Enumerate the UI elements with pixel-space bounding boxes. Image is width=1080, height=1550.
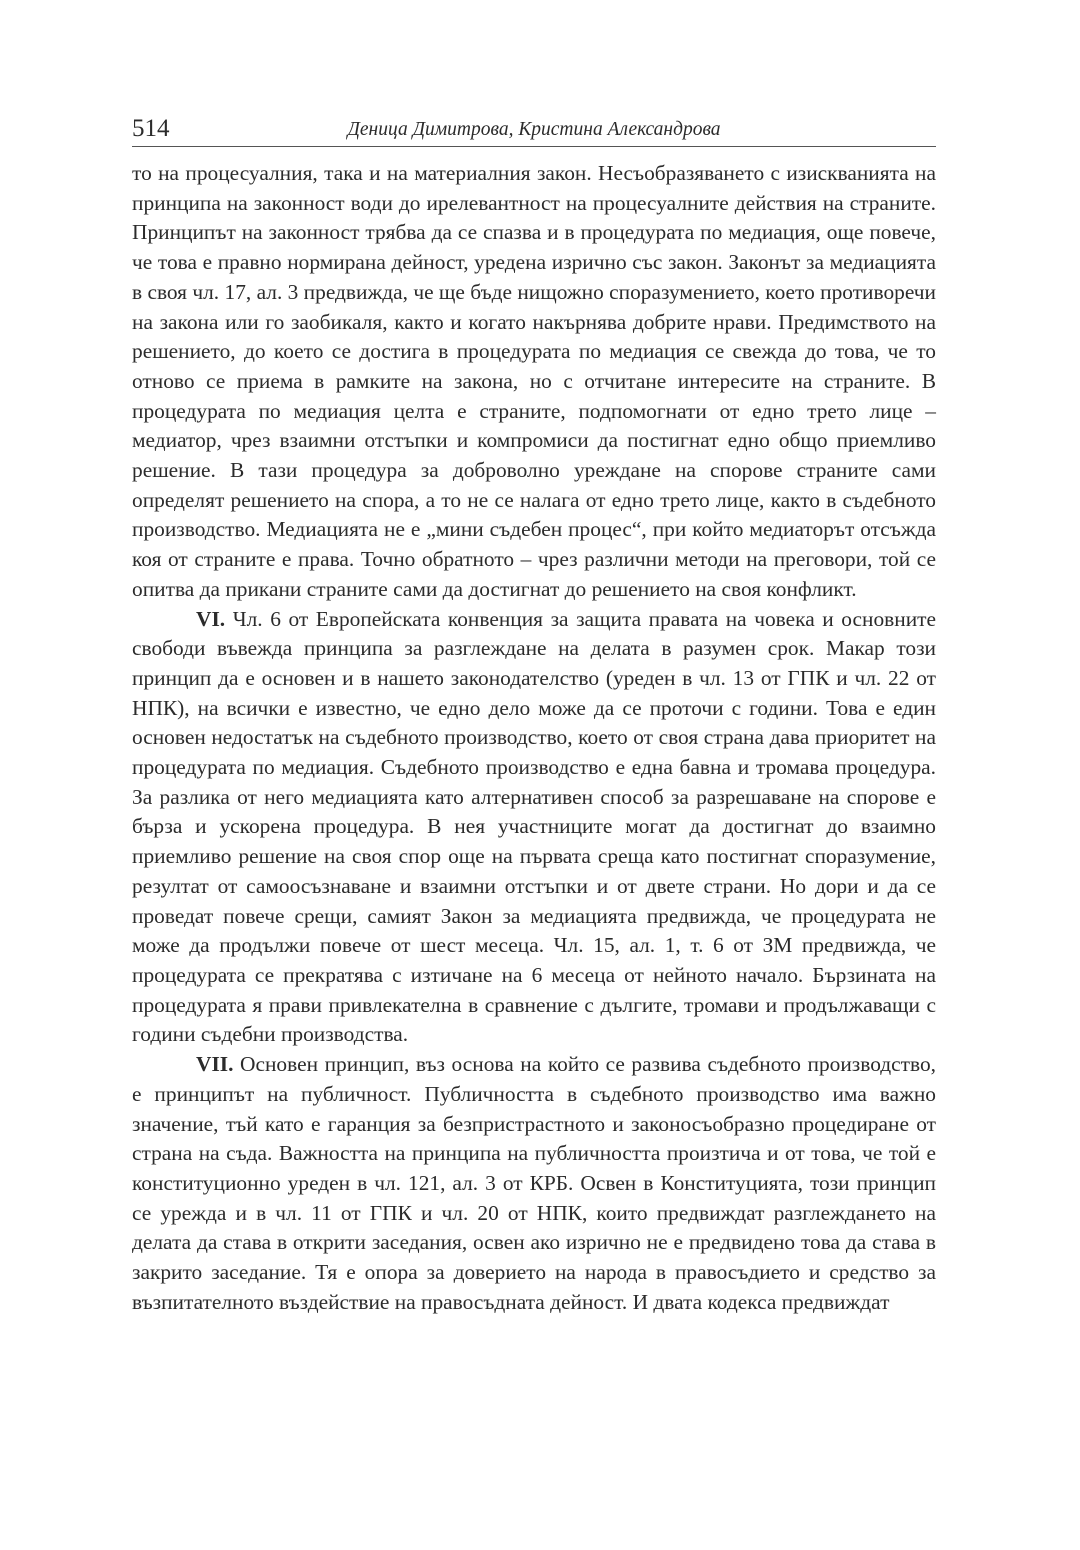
document-page bbox=[132, 112, 936, 1317]
paragraph bbox=[132, 159, 936, 605]
section-marker: VII. bbox=[196, 1052, 234, 1077]
section-marker: VI. bbox=[196, 606, 226, 631]
body-text bbox=[132, 159, 936, 1317]
paragraph-section-vi bbox=[132, 605, 936, 1051]
page-number: 514 bbox=[132, 115, 170, 142]
running-header bbox=[132, 112, 936, 147]
paragraph-text: Основен принцип, въз основа на който се развива съдебното производство, е принципът на публичност. Публичността в съдебното производство има важно значение, тъй като е гаранция за безпристрастното и законосъобразно процедиране от страна на съда. Важността на принципа на публичността произтича и от това, че той е конституционно уреден в чл. 121, ал. 3 от КРБ. Освен в Конституцията, този принцип се урежда и в чл. 11 от ГПК и чл. 20 от НПК, които предвиждат разглеждането на делата да става в открити заседания, освен ако изрично не е предвидено това да става в закрито заседание. Тя е опора за доверието на народа в правосъдието и средство за възпитателното въздействие на правосъдната дейност. И двата кодекса предвиждат bbox=[132, 1052, 936, 1314]
paragraph-text: Чл. 6 от Европейската конвенция за защита правата на човека и основните свободи въвежда принципа за разглеждане на делата в разумен срок. Макар този принцип да е основен и в нашето законодателство (уреден в чл. 13 от ГПК и чл. 22 от НПК), на всички е известно, че едно дело може да се проточи с години. Това е един основен недостатък на съдебното производство, което от своя страна дава приоритет на процедурата по медиация. Съдебното производство е една бавна и тромава процедура. За разлика от него медиацията като алтернативен способ за разрешаване на спорове е бърза и ускорена процедура. В нея участниците могат да достигнат до взаимно приемливо решение на своя спор още на първата среща като постигнат споразумение, резултат от самоосъзнаване и взаимни отстъпки и от двете страни. Но дори и да се проведат повече срещи, самият Закон за медиацията предвижда, че процедурата не може да продължи повече от шест месеца. Чл. 15, ал. 1, т. 6 от ЗМ предвижда, че процедурата се прекратява с изтичане на 6 месеца от нейното начало. Бързината на процедурата я прави привлекателна в сравнение с дългите, тромави и продължаващи с години съдебни производства. bbox=[132, 606, 936, 1047]
paragraph-text: то на процесуалния, така и на материалния закон. Несъобразяването с изискванията на принципа на законност води до ирелевантност на процесуалните действия на страните. Принципът на законност трябва да се спазва и в процедурата по медиация, още повече, че това е правно нормирана дейност, уредена изрично със закон. Законът за медиацията в своя чл. 17, ал. 3 предвижда, че ще бъде нищожно споразумението, което противоречи на закона или го заобикаля, както и когато накърнява добрите нрави. Предимството на решението, до което се достига в процедурата по медиация се свежда до това, че то отново се приема в рамките на закона, но с отчитане интересите на страните. В процедурата по медиация целта е страните, подпомогнати от едно трето лице – медиатор, чрез взаимни отстъпки и компромиси да постигнат едно общо приемливо решение. В тази процедура за доброволно уреждане на спорове страните сами определят решението на спора, а то не се налага от едно трето лице, както в съдебното производство. Медиацията не е „мини съдебен процес“, при който медиаторът отсъжда коя от страните е права. Точно обратното – чрез различни методи на преговори, той се опитва да прикани страните сами да достигнат до решението на своя конфликт. bbox=[132, 161, 937, 601]
paragraph-section-vii bbox=[132, 1050, 936, 1317]
header-authors: Деница Димитрова, Кристина Александрова bbox=[347, 119, 721, 140]
